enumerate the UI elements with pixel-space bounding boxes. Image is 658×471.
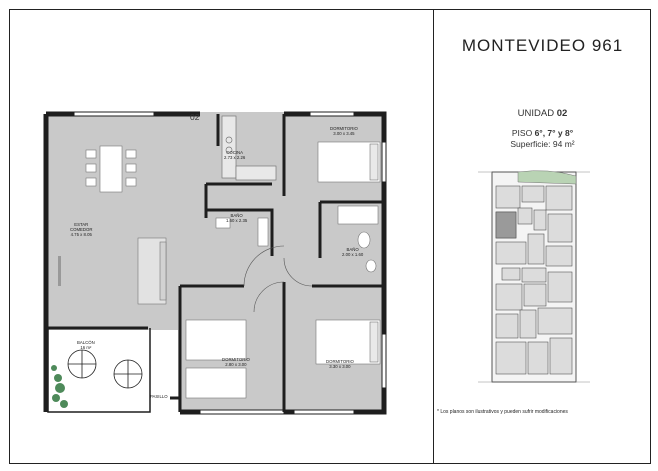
room-label-balcony xyxy=(77,340,95,350)
project-title: MONTEVIDEO 961 xyxy=(461,36,624,55)
room-label-hallway xyxy=(150,394,168,399)
room-dims: 1.60 x 2.35 xyxy=(226,218,248,223)
area-label: Superficie: xyxy=(510,139,551,149)
room-dims: 2.73 x 2.26 xyxy=(224,155,246,160)
sofa xyxy=(138,238,166,304)
room-name: BAÑO xyxy=(230,213,243,218)
room-name: DORMITORIO xyxy=(222,357,250,362)
room-label-bath-2 xyxy=(342,247,363,257)
unit-floor-plan xyxy=(40,106,392,418)
room-name: DORMITORIO xyxy=(326,359,354,364)
floor-line xyxy=(434,128,651,139)
room-label-bedroom-1 xyxy=(330,126,358,136)
sheet-divider xyxy=(433,9,434,464)
area-line xyxy=(434,139,651,150)
floor-label: PISO xyxy=(511,128,533,138)
room-dims: 3.30 x 3.00 xyxy=(329,364,351,369)
room-label-bath-1 xyxy=(226,213,247,223)
room-dims: 4.75 x 8.05 xyxy=(70,232,92,237)
unit-details xyxy=(434,128,651,150)
disclaimer-note: * Los planos son ilustrativos y pueden sufrir modificaciones xyxy=(437,409,568,415)
room-dims: 3.00 x 3.45 xyxy=(333,131,355,136)
room-label-kitchen xyxy=(224,150,245,160)
unit-badge: 02 xyxy=(190,112,200,122)
room-dims: 2.00 x 1.60 xyxy=(342,252,364,257)
unit-number: 02 xyxy=(556,108,568,119)
room-label-bedroom-2 xyxy=(222,357,250,367)
room-dims: 2.80 x 3.00 xyxy=(225,362,247,367)
room-name: ESTAR COMEDOR xyxy=(70,222,93,232)
room-label-living xyxy=(70,222,92,237)
unit-heading xyxy=(434,108,651,119)
area-value: 94 m² xyxy=(552,139,575,149)
room-name: BALCÓN xyxy=(77,340,95,345)
room-name: BAÑO xyxy=(346,247,359,252)
dining-table xyxy=(86,146,136,192)
bed-right xyxy=(316,320,380,364)
room-name: COCINA xyxy=(226,150,243,155)
room-name: PASILLO xyxy=(150,394,168,399)
key-floor-plan xyxy=(478,168,590,386)
room-label-bedroom-3 xyxy=(326,359,354,369)
room-name: DORMITORIO xyxy=(330,126,358,131)
unit-label: UNIDAD xyxy=(517,108,555,119)
bed-main xyxy=(318,142,380,182)
floor-values: 6°, 7° y 8° xyxy=(534,128,574,138)
room-dims: 16 m² xyxy=(80,345,92,350)
tv-unit xyxy=(58,256,61,286)
